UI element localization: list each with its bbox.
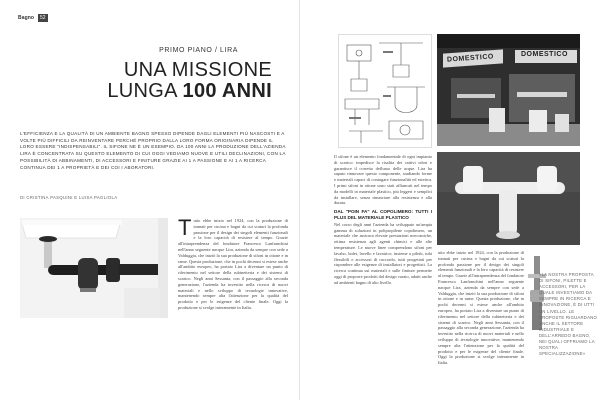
article-intro: L'EFFICIENZA E LA QUALITÀ DI UN AMBIENTE BAGNO SPESSO DIPENDE DAGLI ELEMENTI PIÙ NASCOSTI E A VOLTE PIÙ DIFFICILI DA REINVENTARE PERCHÉ PROPRIO DALLA LORO FORMA ORIGINARIA DIPENDE IL LORO ESSERE "INDISPENSABILI". IL SIFONE NE È UN ESEMPIO. DA 100 ANNI LA PRODUZIONE DELL'AZIENDA LIRA È CONCENTRATA SU QUESTO ELEMENTO DI CUI OGGI VEDIAMO NUOVE E UTILI DECLINAZIONI, CON LA POSSIBILITÀ DI ABBINAMENTI, DI ACCESSORI E FINITURE GRAZIE AI 1 A PASSIONE E AI 1 A RICERCA CONTINUA DEI 1 A PROPRIETÀ E DEI COI I ABORATORI. xyxy=(20,131,286,170)
article-kicker: PRIMO PIANO / LIRA xyxy=(159,47,238,54)
title-line-2 xyxy=(0,81,272,102)
article-title xyxy=(0,60,272,102)
column-3-text: utto ebbe inizio nel 1924, con la produzione di tonnati per cucina e bagni da cui scaturì la profonda passione per il design dei singoli elementi funzionali e la loro capacità di resistere al tempo. Grazie all'intraprendenza del fondatore Francesco Lanfranchini nell'anno seguente nacque Lira, azienda da sempre con sede a Valduggia, che iniziò la sua produzione di sifoni in ottone e in rame. Questa produzione, che in pochi decenni si estese anche all'ambito europeo, ha portato Lira a diventare un punto di riferimento nel settore della rubinetteria e dei sistemi di scarico. Negli anni Sessanta, con il passaggio alla seconda generazione, l'azienda ha investito nella ricerca di nuovi materiali e nello sviluppo di tecnologie innovative, mantenendo sempre alta l'attenzione per la qualità del prodotto e per le esigenze del cliente finale. Oggi la produzione si svolge interamente in Italia. xyxy=(438,250,524,366)
magazine-brand: Bagno xyxy=(18,15,35,21)
pull-quote: «LA NOSTRA PROPOSTA DI SIFONI, PILETTE E ACCESSORI, PER LA QUALE INVESTIAMO DA SEMPRE IN RICERCA E INNOVAZIONE, È DI UTTI UN LIVELLO. LE PROPOSTE RIGUARDANO ANCHE IL SETTORE INDUSTRIALE E DELL'ARREDO BAGNO, NEI QUALI OFFRIAMO LA NOSTRA SPECIALIZZAZIONE» xyxy=(539,272,597,357)
drop-cap: T xyxy=(178,215,192,240)
article-byline: DI CRISTINA PASQUINI E LUISA PAGLIOLA xyxy=(20,195,118,200)
siphon-photo xyxy=(20,218,168,318)
column-1-text: utto ebbe inizio nel 1924, con la produzione di tonnati per cucina e bagni da cui scaturì la profonda passione per il design dei singoli elementi funzionali e la loro capacità di resistere al tempo. Grazie all'intraprendenza del fondatore Francesco Lanfranchini nell'anno seguente nacque Lira, azienda da sempre con sede a Valduggia, che iniziò la sua produzione di sifoni in ottone e in rame. Questa produzione, che in pochi decenni si estese anche all'ambito europeo, ha portato Lira a diventare un punto di riferimento nel settore della rubinetteria e dei sistemi di scarico. Negli anni Sessanta, con il passaggio alla seconda generazione, l'azienda ha investito nella ricerca di nuovi materiali e nello sviluppo di tecnologie innovative, mantenendo sempre alta l'attenzione per la qualità del prodotto e per le esigenze del cliente finale. Oggi la produzione si svolge interamente in Italia. xyxy=(178,218,288,310)
exhibition-sign-right: DOMESTICO xyxy=(521,51,568,58)
body-column-2 xyxy=(334,154,432,394)
title-line-2-bold: 100 ANNI xyxy=(182,80,272,102)
column-2-text-b: Nel corso degli anni l'azienda ha sviluppato un'ampia gamma di soluzioni in polipropilene copolimero, un materiale che assicura elevate prestazioni meccaniche, ottima resistenza agli agenti chimici e alle alte temperature. Le nuove linee comprendono sifoni per lavabo, bidet, lavello e lavatrice, insieme a piletti, tubi flessibili e accessori di raccordo, tutti progettati per rispondere alle esigenze di installatori e progettisti. La ricerca continua sui materiali e sulle finiture permette oggi di proporre prodotti dal design curato, adatti anche ad ambienti bagno di alto livello. xyxy=(334,221,432,285)
title-line-2-plain: LUNGA xyxy=(107,80,183,102)
page-number: 52 xyxy=(40,15,46,21)
title-line-1: UNA MISSIONE xyxy=(123,59,272,81)
technical-drawing xyxy=(338,34,432,148)
exhibition-photo xyxy=(437,34,580,146)
body-column-1 xyxy=(178,215,288,394)
body-column-3 xyxy=(438,250,524,394)
column-2-text-a: Il sifone è un elemento fondamentale di ogni impianto di scarico: impedisce la risalita dei cattivi odori e garantisce il corretto deflusso delle acque. Lira ha saputo rinnovare questo componente, studiando forme e materiali capaci di coniugare funzionalità ed estetica. I primi sifoni in ottone sono stati affiancati nel tempo da modelli in materiale plastico, più leggeri e semplici da installare, senza rinunciare alla resistenza e alla durata. xyxy=(334,154,432,206)
right-page xyxy=(300,0,600,400)
exhibition-sign-left: DOMESTICO xyxy=(446,53,495,64)
white-pipe-photo xyxy=(437,152,580,245)
section-subhead: DAL "POIN FA" AL COPOLIMERO: TUTTI I PLUS DEL MATERIALE PLASTICO xyxy=(334,209,432,220)
